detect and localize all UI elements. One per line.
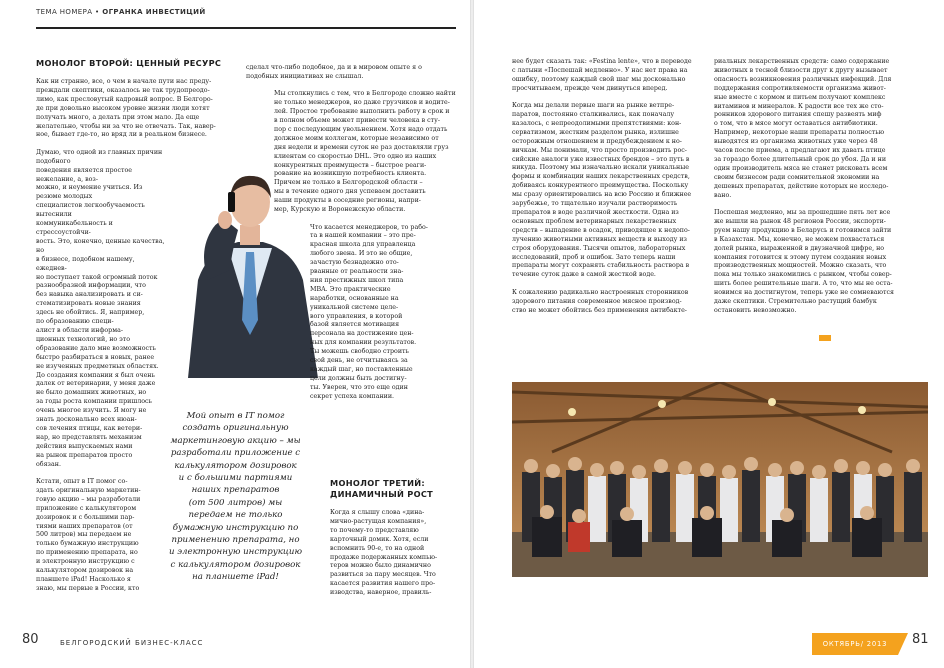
page-number-left: 80 [22, 632, 39, 647]
heading-monologue-two: МОНОЛОГ ВТОРОЙ: ЦЕННЫЙ РЕСУРС [36, 58, 222, 68]
paragraph: Когда мы делали первые шаги на рынке ветпре- паратов, постоянно сталкивались, как поначалу казалось, с непреодолимыми препятствиями: кон- серватизмом, жестким разделом рынка, излишне осторожным отношением и предубеждением к но- вичкам. Мы понимали, что просто производить рос- сийские аналоги уже известных брендов – это путь в никуда. Поэтому мы изначально искали уникальные формы и комбинации наших лекарственных средств, добиваясь конкурентного преимущества. Поскольку мы сразу ориентировались на всю Россию и ближнее зарубежье, то тщательно изучали растворимость препаратов в воде различной жесткости. Одна из основных проблем ветеринарных лекарственных средств – выпадение в осадок, приводящее к недопо- лучению животными активных веществ и выходу из строя оборудования. Тысячи опытов, лабораторных исследований, проб и ошибок. Зато теперь наши препараты могут сохранять стабильность раствора в течение суток даже в самой жесткой воде. [512, 102, 692, 279]
paragraph: Что касается менеджеров, то рабо- та в нашей компании – это пре- красная школа для управленца любого звена. И это не общие, зачастую безнадежно ото- рванные от реальности зна- ния престижных школ типа MBA. Это практические наработки, основанные на уникальной системе целе- вого управления, в которой базой является мотивация персонала на достижение цен- ных для компании результатов. Ты можешь свободно строить свой день, не отчитываясь за каждый шаг, но поставленные цели должны быть достигну- ты. Уверен, что это еще один секрет успеха компании. [310, 223, 428, 400]
right-column-2 [714, 58, 928, 324]
left-page [0, 0, 470, 668]
paragraph: Думаю, что одной из главных причин подобного поведения является простое нежелание, а, воз- можно, и неумение учиться. Из резюме молодых специалистов легкообучаемость вытеснили коммуникабельность и стрессоустойчи- вость. Это, конечно, ценные качества, но в бизнесе, подобном нашему, ежеднев- но поступает такой огромный поток разнообразной информации, что без навыка анализировать и си- стематизировать новые знания здесь не обойтись. Я, например, по образованию специ- алист в области информа- ционных технологий, но это образование дало мне возможность быстро разбираться в новых, ранее не изученных предметных областях. До создания компании я был очень далек от ветеринарии, у меня даже не было домашних животных, но за годы роста компании пришлось очень многое изучить. Я могу не знать досконально всех нюан- сов лечения птицы, как ветери- нар, но представлять механизм действия выпускаемых нами на рынок препаратов просто обязан. [36, 148, 165, 468]
header-topic: ОГРАНКА ИНВЕСТИЦИЙ [102, 8, 206, 16]
paragraph: Кстати, опыт в IT помог со- здать оригинальную маркетин- говую акцию – мы разработали приложение с калькулятором дозировок и с большими пар- тиями наших препаратов (от 500 литров) мы передаем не только бумажную инструкцию по применению препарата, но и электронную инструкцию с калькулятором дозировок на планшете iPad! Насколько я знаю, мы первые в России, кто [36, 477, 141, 592]
header-section: ТЕМА НОМЕРА [36, 8, 93, 16]
right-column-1 [512, 58, 708, 324]
group-photo [512, 382, 928, 577]
paragraph: Как ни странно, все, о чем в начале пути нас преду- преждали скептики, оказалось не так трудопреодо- лимо, как пресловутый кадровый вопрос. В Белгоро- де при довольно высоком уровне жизни люди хотят получать много, а делать при этом мало. Да еще желательно, чтобы ни за что не отвечать. Так, навер- ное, бывает где-то, но вряд ли в реальном бизнесе. [36, 78, 216, 139]
paragraph: Поспешая медленно, мы за прошедшие пять лет все же вышли на рынок 48 регионов России, экспорти- руем нашу продукцию в Беларусь и готовимся зайти в Казахстан. Мы, конечно, не можем похвастаться долей рынка, выраженной в двузначной цифре, но компания готовится к этому путем создания новых производственных мощностей. Можно сказать, что пока мы только знакомились с рынком, чтобы совер- шить более решительные шаги. А то, что мы не оста- новимся на достигнутом, теперь уже не сомневаются даже скептики. Стремительно растущий бамбук остановить невозможно. [714, 209, 894, 314]
header-separator: • [95, 8, 100, 16]
paragraph: Мы столкнулись с тем, что в Белгороде сложно найти не только менеджеров, но даже грузчиков и водите- лей. Простое требование выполнить работу в срок и в полном объеме может привести человека в сту- пор с последующим увольнением. Хотя надо отдать должное моим коллегам, которые независимо от дня недели и времени суток не раз доставляли груз клиентам со скоростью DHL. Это одно из наших конкурентных преимуществ – быстрое реаги- рование на возникшую потребность клиента. Причем не только в Белгородской области – мы в течение одного дня успеваем доставить наши продукты в соседние регионы, напри- мер, Курскую и Воронежскую области. [274, 90, 456, 214]
header-rule [36, 27, 456, 29]
page-number-right: 81 [912, 632, 929, 647]
running-header [36, 8, 206, 16]
paragraph: Когда я слышу слова «дина- мично-растущая компания», то почему-то представляю карточный домик. Хотя, если вспомнить 90-е, то на одной продаже подержанных компью- теров можно было динамично развиться за пару месяцев. Что касается развития нашего про- изводства, наверное, правиль- [330, 509, 438, 597]
right-page [474, 0, 944, 668]
heading-monologue-three: МОНОЛОГ ТРЕТИЙ: ДИНАМИЧНЫЙ РОСТ [330, 478, 434, 499]
left-column-1 [36, 58, 222, 602]
issue-date: ОКТЯБРЬ/ 2013 [812, 633, 898, 655]
paragraph: нее будет сказать так: «Festina lente», что в переводе с латыни «Поспешай медленно». У нас нет права на ошибку, поэтому каждый свой шаг мы досконально просчитываем, прежде чем двинуться вперед. [512, 58, 692, 92]
accent-mark [819, 335, 831, 341]
paragraph: риальных лекарственных средств: само содержание животных в тесной близости друг к другу вызывает опасность возникновения различных инфекций. Для поддержания сопротивляемости организма живот- ные вместе с кормом и питьем получают комплекс витаминов и минералов. К радости все тех же сто- ронников здорового питания спешу развеять миф о том, что в мясе могут оставаться антибиотики. Например, некоторые наши препараты полностью выводятся из организма животных уже через 48 часов после приема, а предлагают их давать птице за гораздо более длительный срок до убоя. Да и ни один производитель мяса не станет рисковать всем своим бизнесом ради сомнительной экономии на дешевых препаратах, действие которых не исследо- вано. [714, 58, 892, 199]
left-column-2-bottom [330, 478, 456, 607]
date-tab-corner [898, 633, 908, 655]
paragraph: К сожалению радикально настроенных сторонников здорового питания современное мясное производ- ство не может обойтись без применения антибакте- [512, 288, 689, 314]
paragraph: сделал что-либо подобное, да и в мировом опыте я о подобных инициативах не слышал. [246, 64, 422, 80]
pull-quote: Мой опыт в IT помог создать оригинальную маркетинговую акцию – мы разработали приложение с калькулятором дозировок и с большими партиями наших препаратов (от 500 литров) мы передаем не только бумажную инструкцию по применению препарата, но и электронную инструкцию с калькулятором дозировок на планшете iPad! [168, 411, 303, 583]
left-column-2 [246, 64, 458, 410]
magazine-name: БЕЛГОРОДСКИЙ БИЗНЕС-КЛАСС [60, 639, 204, 647]
